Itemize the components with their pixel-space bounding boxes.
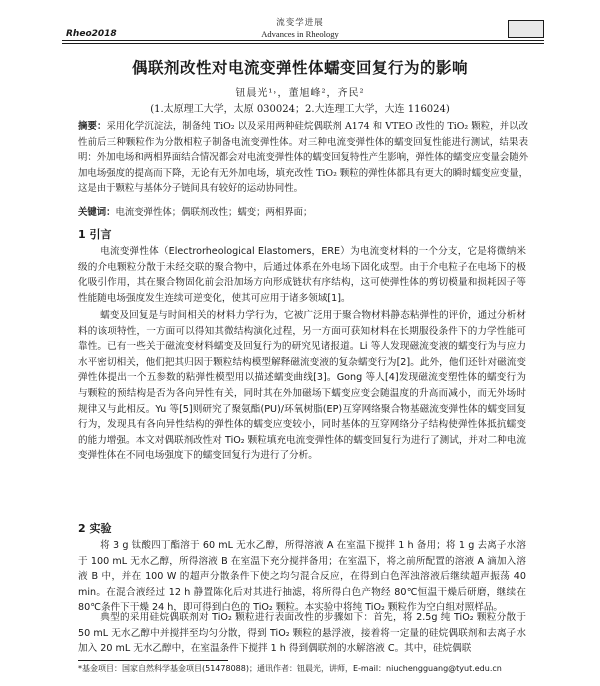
- experiment-paragraph-2: [78, 610, 526, 657]
- experiment-paragraph-1: [78, 538, 526, 616]
- journal-name-cn: 流变学进展: [276, 18, 324, 28]
- author-list: 钮晨光¹˒，董旭峰²，齐民²: [235, 88, 365, 99]
- section-heading-experiment: 2 实验: [78, 522, 112, 535]
- paragraph-text: 典型的采用硅烷偶联剂对 TiO₂ 颗粒进行表面改性的步骤如下：首先，将 2.5g 纯 TiO₂ 颗粒分散于 50 mL 无水乙醇中并搅拌至均匀分散，得到 TiO₂ 颗粒的悬浮液，接着将一定量的硅烷偶联剂和去离子水加入 20 mL 无水乙醇中，在室温条件下搅拌 1 h 得到偶联剂的水解溶液 C。其中，硅烷偶联: [78, 612, 526, 655]
- header-rule: [62, 40, 544, 41]
- running-header-left: Rheo2018: [66, 29, 117, 39]
- header-rule-thin: [62, 43, 544, 44]
- footnote-rule: [78, 660, 228, 661]
- abstract: [78, 119, 528, 197]
- journal-name-en: Advances in Rheology: [261, 29, 339, 39]
- keywords-label: 关键词：: [78, 207, 116, 218]
- keywords-text: 电流变弹性体；偶联剂改性；蠕变；两相界面；: [115, 207, 313, 218]
- intro-paragraph-2: [78, 308, 526, 464]
- intro-paragraph-1: [78, 244, 526, 306]
- abstract-label: 摘要：: [78, 121, 107, 132]
- footnote: *基金项目：国家自然科学基金项目(51478088)；通讯作者：钮晨光，讲师，E-mail：niuchengguang@tyut.edu.cn: [78, 664, 502, 673]
- section-heading-intro: 1 引言: [78, 228, 112, 241]
- page-number-box: [508, 20, 544, 38]
- affiliation: (1.太原理工大学，太原 030024；2.大连理工大学，大连 116024): [150, 104, 450, 115]
- paragraph-text: 电流变弹性体（Electrorheological Elastomers，ERE）为电流变材料的一个分支，它是将微纳米级的介电颗粒分散于未经交联的聚合物中，后通过体系在外电场下固化成型。由于介电粒子在电场下的极化吸引作用，其在聚合物固化前会沿加场方向形成链状有序结构，这可使弹性体的剪切模量和损耗因子等性能随电场强度发生连续可逆变化，使其可应用于诸多领域[1]。: [78, 246, 526, 304]
- paper-title: 偶联剂改性对电流变弹性体蠕变回复行为的影响: [131, 59, 468, 77]
- keywords: [78, 206, 528, 220]
- paragraph-text: 将 3 g 钛酸四丁酯溶于 60 mL 无水乙醇，所得溶液 A 在室温下搅拌 1 h 备用；将 1 g 去离子水溶于 100 mL 无水乙醇，所得溶液 B 在室温下充分搅拌备用；在室温下，将之前所配置的溶液 A 滴加入溶液 B 中，并在 100 W 的超声分散条件下使之均匀混合反应，在得到白色浑浊溶液后继续超声振荡 40 min。在混合液经过 12 h 静置陈化后对其进行抽滤，将所得白色产物经 80℃恒温干燥后研磨，继续在 80℃条件下干燥 24 h，即可得到白色的 TiO₂ 颗粒。本实验中将纯 TiO₂ 颗粒作为空白组对照样品。: [78, 540, 526, 614]
- abstract-text: 采用化学沉淀法，制备纯 TiO₂ 以及采用两种硅烷偶联剂 A174 和 VTEO 改性的 TiO₂ 颗粒，并以改性前后三种颗粒作为分散相粒子制备电流变弹性体。对三种电流变弹性体的蠕变回复性能进行测试，结果表明：外加电场和两相界面结合情况都会对电流变弹性体的蠕变回复特性产生影响，弹性体的蠕变应变量会随外加电场强度的提高而下降，无论有无外加电场，填充改性 TiO₂ 颗粒的弹性体都具有更大的瞬时蠕变应变量，这是由于颗粒与基体分子链间具有较好的运动协同性。: [78, 121, 529, 195]
- paragraph-text: 蠕变及回复是与时间相关的材料力学行为，它被广泛用于聚合物材料静态粘弹性的评价，通过分析材料的该项特性，一方面可以得知其微结构演化过程，另一方面可获知材料在长期服役条件下的力学性能可靠性。已有一些关于磁流变材料蠕变及回复行为的研究见诸报道。Li 等人发现磁流变液的蠕变行为与应力水平密切相关，他们把其归因于颗粒结构模型解释磁流变液的复杂蠕变行为[2]。此外，他们还针对磁流变弹性体提出一个五参数的粘弹性模型用以描述蠕变曲线[3]。Gong 等人[4]发现磁流变塑性体的蠕变行为与颗粒的预结构是否为各向异性有关，同时其在外加磁场下蠕变应变会随温度的升高而减小，而无外场时规律又与此相反。Yu 等[5]则研究了聚氨酯(PU)/环氧树脂(EP)互穿网络聚合物基磁流变弹性体的蠕变回复行为，发现具有各向异性结构的弹性体的蠕变应变较小，同时基体的互穿网络分子结构使弹性体抵抗蠕变的能力增强。本文对偶联剂改性对 TiO₂ 颗粒填充电流变弹性体的蠕变回复行为进行了测试，并对二种电流变弹性体在不同电场强度下的蠕变回复行为进行了分析。: [78, 310, 526, 462]
